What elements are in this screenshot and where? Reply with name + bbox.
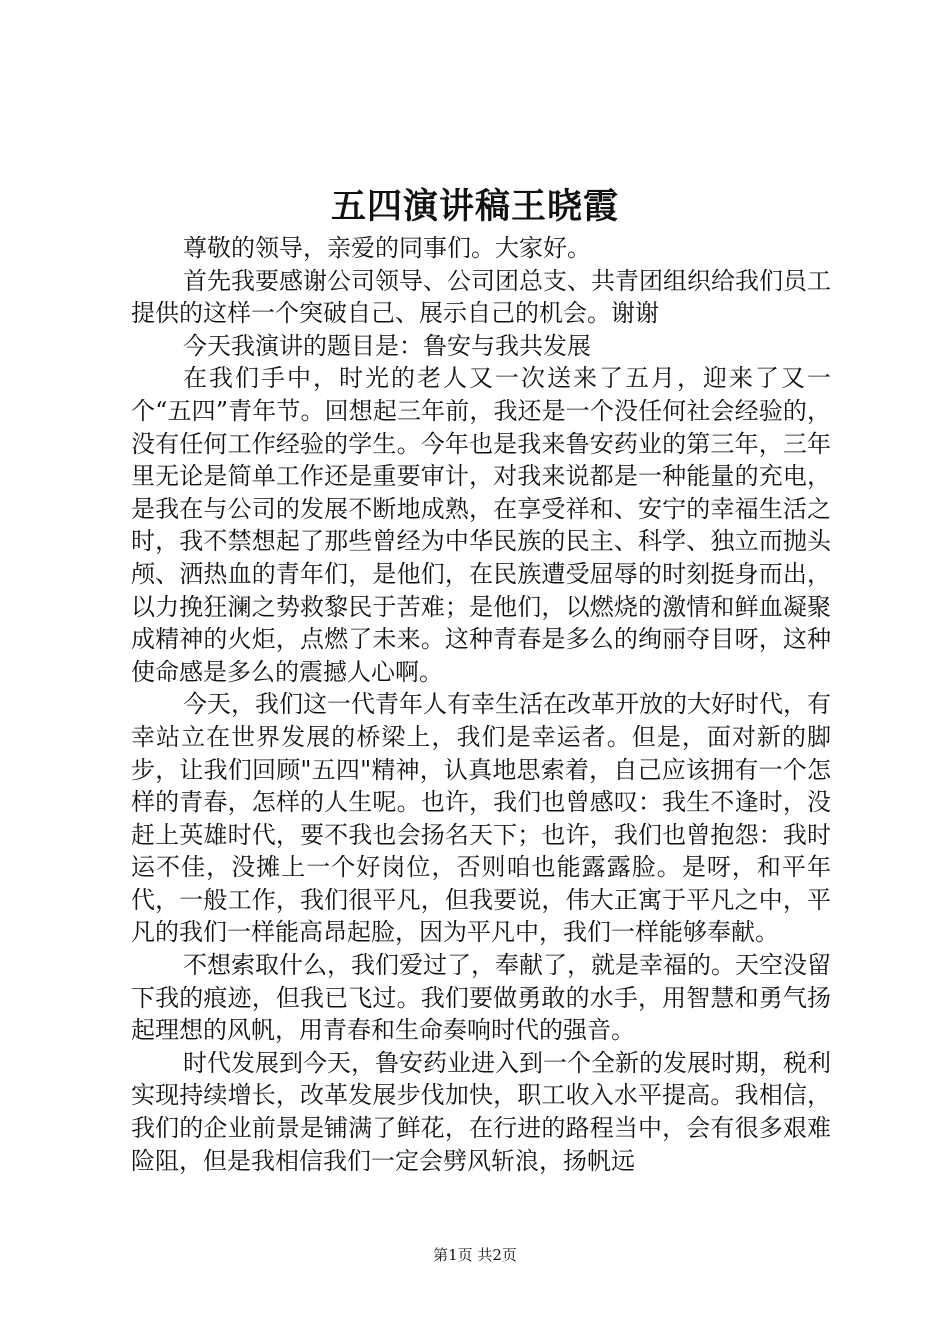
document-title: 五四演讲稿王晓霞 [330, 186, 619, 227]
paragraph-topic: 今天我演讲的题目是：鲁安与我共发展 [183, 331, 591, 360]
paragraph-may-fourth: 在我们手中，时光的老人又一次送来了五月，迎来了又一个“五四”青年节。回想起三年前，我还是一个没任何社会经验的，没有任何工作经验的学生。今年也是我来鲁安药业的第三年，三年里无论是简单工作还是重要审计，对我来说都是一种能量的充电，是我在与公司的发展不断地成熟，在享受祥和、安宁的幸福生活之时，我不禁想起了那些曾经为中华民族的民主、科学、独立而抛头颅、洒热血的青年们，是他们，在民族遭受屈辱的时刻挺身而出，以力挽狂澜之势救黎民于苦难；是他们，以燃烧的激情和鲜血凝聚成精神的火炬，点燃了未来。这种青春是多么的绚丽夺目呀，这种使命感是多么的震撼人心啊。 [131, 364, 831, 686]
page-number-footer: 第1页 共2页 [433, 1246, 517, 1264]
document-body [131, 232, 831, 1177]
paragraph-dedication: 不想索取什么，我们爱过了，奉献了，就是幸福的。天空没留下我的痕迹，但我已飞过。我们要做勇敢的水手，用智慧和勇气扬起理想的风帆，用青春和生命奏响时代的强音。 [131, 951, 831, 1045]
paragraph-development: 时代发展到今天，鲁安药业进入到一个全新的发展时期，税利实现持续增长，改革发展步伐加快，职工收入水平提高。我相信，我们的企业前景是铺满了鲜花，在行进的路程当中，会有很多艰难险阻，但是我相信我们一定会劈风斩浪，扬帆远 [131, 1048, 831, 1175]
paragraph-today: 今天，我们这一代青年人有幸生活在改革开放的大好时代，有幸站立在世界发展的桥梁上，我们是幸运者。但是，面对新的脚步，让我们回顾"五四"精神，认真地思索着，自己应该拥有一个怎样的青春，怎样的人生呢。也许，我们也曾感叹：我生不逢时，没赶上英雄时代，要不我也会扬名天下；也许，我们也曾抱怨：我时运不佳，没摊上一个好岗位，否则咱也能露露脸。是呀，和平年代，一般工作，我们很平凡，但我要说，伟大正寓于平凡之中，平凡的我们一样能高昂起脸，因为平凡中，我们一样能够奉献。 [131, 690, 831, 947]
paragraph-thanks: 首先我要感谢公司领导、公司团总支、共青团组织给我们员工提供的这样一个突破自己、展示自己的机会。谢谢 [131, 266, 831, 328]
paragraph-greeting: 尊敬的领导，亲爱的同事们。大家好。 [183, 234, 591, 262]
